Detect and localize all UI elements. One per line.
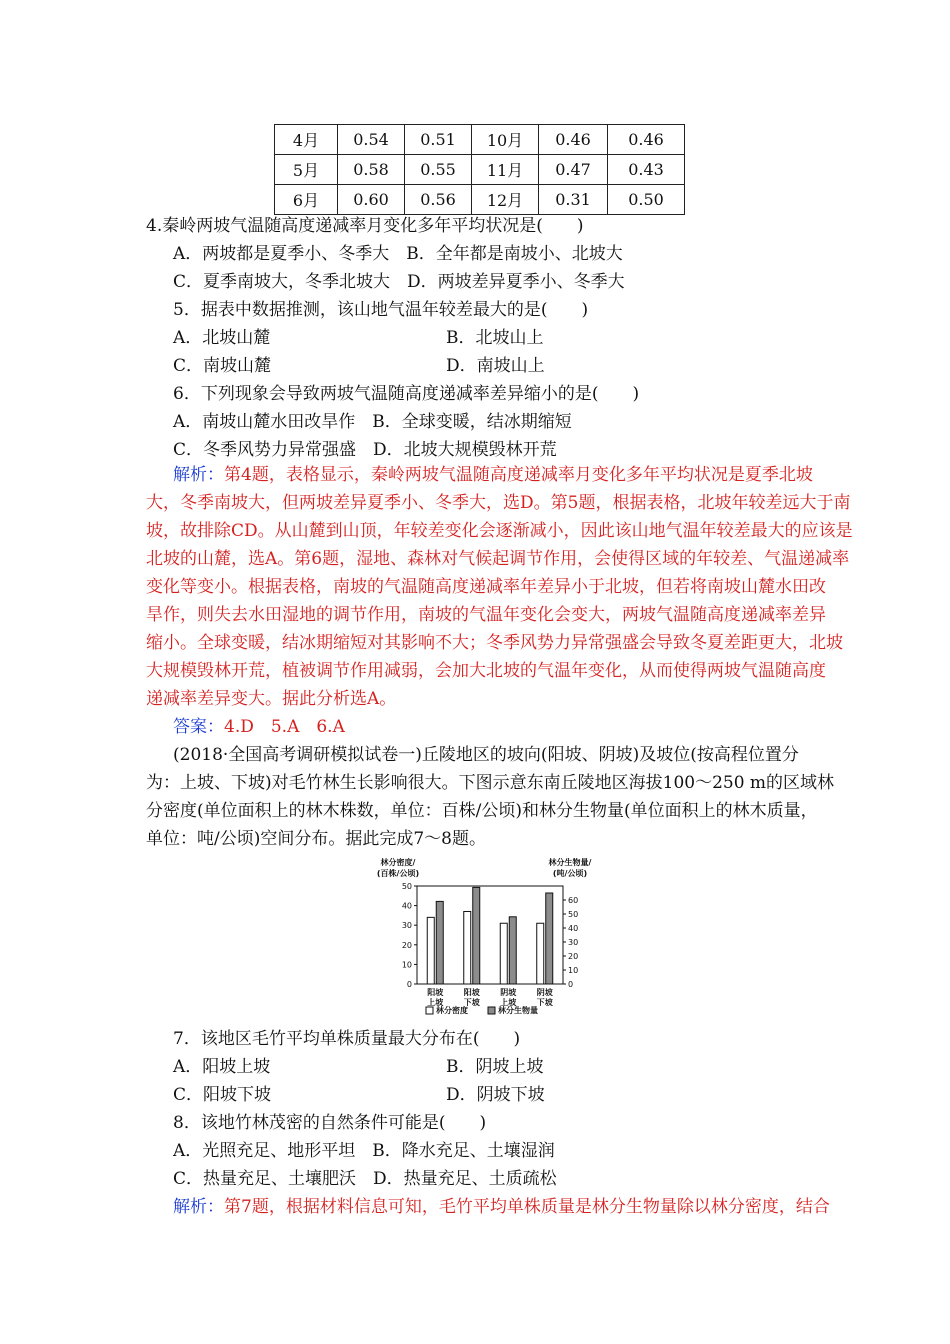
- density-bar: [464, 911, 471, 984]
- biomass-bar: [473, 887, 480, 984]
- category-label-aspect: 阳坡: [427, 988, 444, 997]
- table-cell: 0.58: [338, 155, 405, 185]
- left-axis-title: 林分密度/: [380, 858, 416, 867]
- right-tick-label: 0: [568, 980, 574, 989]
- material-line3: 分密度(单位面积上的林木株数，单位：百株/公顷)和林分生物量(单位面积上的林木质量，: [146, 801, 818, 821]
- left-tick-label: 30: [401, 921, 412, 931]
- biomass-bar: [546, 893, 553, 984]
- table-row: [275, 155, 685, 185]
- table-cell: 6月: [275, 185, 338, 215]
- q6-stem: 6．下列现象会导致两坡气温随高度递减率差异缩小的是( ): [173, 384, 640, 404]
- right-tick-label: 20: [568, 952, 579, 961]
- category-label-aspect: 阴坡: [500, 988, 517, 997]
- q6-options-ab: A．南坡山麓水田改旱作 B．全球变暖，结冰期缩短: [173, 412, 572, 432]
- right-axis-unit: (吨/公顷): [552, 869, 588, 878]
- table-cell: 0.47: [539, 155, 608, 185]
- q7-option-a: A．阳坡上坡: [173, 1057, 271, 1077]
- table-cell: 0.31: [539, 185, 608, 215]
- table-row: [275, 125, 685, 155]
- q4-stem: 4.秦岭两坡气温随高度递减率月变化多年平均状况是( ): [146, 216, 584, 236]
- density-bar: [500, 923, 507, 984]
- legend-label-density: 林分密度: [436, 1006, 468, 1015]
- category-label-position: 下坡: [536, 998, 553, 1007]
- analysis1-line3: 坡，故排除CD。从山麓到山顶，年较差变化会逐渐减小，因此该山地气温年较差最大的应该是: [146, 521, 853, 541]
- category-label-position: 上坡: [500, 998, 517, 1007]
- right-tick-label: 30: [568, 938, 579, 947]
- table-cell: 5月: [275, 155, 338, 185]
- legend-label-biomass: 林分生物量: [498, 1006, 538, 1015]
- table-cell: 4月: [275, 125, 338, 155]
- left-tick-label: 40: [401, 901, 412, 911]
- right-tick-label: 50: [568, 910, 579, 919]
- analysis1-line4: 北坡的山麓，选A。第6题，湿地、森林对气候起调节作用，会使得区域的年较差、气温递减率: [146, 549, 850, 569]
- category-label-aspect: 阴坡: [536, 988, 553, 997]
- table-cell: 0.50: [608, 185, 685, 215]
- q5-option-b: B．北坡山上: [446, 328, 544, 348]
- table-cell: 11月: [472, 155, 539, 185]
- q7-option-b: B．阴坡上坡: [446, 1057, 544, 1077]
- category-label-position: 上坡: [427, 998, 444, 1007]
- legend-swatch-density: [426, 1007, 433, 1014]
- left-axis-unit: (百株/公顷): [376, 869, 420, 878]
- category-label-position: 下坡: [463, 998, 480, 1007]
- q8-options-ab: A．光照充足、地形平坦 B．降水充足、土壤湿润: [173, 1141, 555, 1161]
- analysis2-line1: 解析：第7题，根据材料信息可知，毛竹平均单株质量是林分生物量除以林分密度，结合: [173, 1197, 830, 1217]
- table-cell: 0.46: [608, 125, 685, 155]
- category-label-aspect: 阳坡: [463, 988, 480, 997]
- analysis1-line9: 递减率差异变大。据此分析选A。: [146, 689, 397, 709]
- q7-option-d: D．阴坡下坡: [446, 1085, 545, 1105]
- q5-option-a: A．北坡山麓: [173, 328, 271, 348]
- q4-options-cd: C．夏季南坡大，冬季北坡大 D．两坡差异夏季小、冬季大: [173, 272, 625, 292]
- right-axis-title: 林分生物量/: [548, 858, 592, 867]
- table-cell: 0.60: [338, 185, 405, 215]
- table-cell: 0.46: [539, 125, 608, 155]
- table-row: [275, 185, 685, 215]
- analysis1-line5: 变化等变小。根据表格，南坡的气温随高度递减率年差异小于北坡，但若将南坡山麓水田改: [146, 577, 826, 597]
- left-tick-label: 20: [401, 940, 412, 950]
- table-cell: 0.43: [608, 155, 685, 185]
- answer1: 答案：4.D 5.A 6.A: [173, 717, 345, 737]
- right-tick-label: 60: [568, 896, 579, 905]
- table-cell: 10月: [472, 125, 539, 155]
- q6-options-cd: C．冬季风势力异常强盛 D．北坡大规模毁林开荒: [173, 440, 557, 460]
- bar-chart: [370, 856, 610, 1026]
- left-tick-label: 0: [406, 980, 412, 989]
- q8-stem: 8．该地竹林茂密的自然条件可能是( ): [173, 1113, 487, 1133]
- q4-options-ab: A．两坡都是夏季小、冬季大 B．全年都是南坡小、北坡大: [173, 244, 623, 264]
- data-table: [274, 124, 685, 215]
- right-tick-label: 40: [568, 924, 579, 933]
- density-bar: [537, 923, 544, 984]
- table-cell: 0.55: [405, 155, 472, 185]
- analysis1-line2: 大，冬季南坡大，但两坡差异夏季小、冬季大，选D。第5题，根据表格，北坡年较差远大于南: [146, 493, 851, 513]
- answer1-lead: 答案：: [173, 717, 224, 737]
- q8-options-cd: C．热量充足、土壤肥沃 D．热量充足、土质疏松: [173, 1169, 557, 1189]
- q5-option-c: C．南坡山麓: [173, 356, 272, 376]
- right-tick-label: 10: [568, 966, 579, 975]
- material-line4: 单位：吨/公顷)空间分布。据此完成7～8题。: [146, 829, 486, 849]
- q7-option-c: C．阳坡下坡: [173, 1085, 272, 1105]
- table-cell: 12月: [472, 185, 539, 215]
- q5-option-d: D．南坡山上: [446, 356, 545, 376]
- q7-stem: 7．该地区毛竹平均单株质量最大分布在( ): [173, 1029, 521, 1049]
- material-line2: 为：上坡、下坡)对毛竹林生长影响很大。下图示意东南丘陵地区海拔100～250 m的区域林: [146, 773, 835, 793]
- analysis2-lead: 解析：: [173, 1197, 224, 1217]
- table-cell: 0.56: [405, 185, 472, 215]
- table-cell: 0.51: [405, 125, 472, 155]
- table-cell: 0.54: [338, 125, 405, 155]
- density-bar: [427, 917, 434, 984]
- biomass-bar: [436, 901, 443, 984]
- analysis1-line8: 大规模毁林开荒，植被调节作用减弱，会加大北坡的气温年变化，从而使得两坡气温随高度: [146, 661, 826, 681]
- analysis1-line1: 解析：第4题，表格显示，秦岭两坡气温随高度递减率月变化多年平均状况是夏季北坡: [173, 465, 813, 485]
- analysis1-line6: 旱作，则失去水田湿地的调节作用，南坡的气温年变化会变大，两坡气温随高度递减率差异: [146, 605, 826, 625]
- analysis1-lead: 解析：: [173, 465, 224, 485]
- analysis1-line7: 缩小。全球变暖，结冰期缩短对其影响不大；冬季风势力异常强盛会导致冬夏差距更大，北坡: [146, 633, 843, 653]
- left-tick-label: 10: [401, 960, 412, 970]
- material-line1: (2018·全国高考调研模拟试卷一)丘陵地区的坡向(阳坡、阴坡)及坡位(按高程位置分: [173, 745, 799, 765]
- left-tick-label: 50: [401, 882, 412, 891]
- legend-swatch-biomass: [488, 1007, 495, 1014]
- q5-stem: 5．据表中数据推测，该山地气温年较差最大的是( ): [173, 300, 589, 320]
- biomass-bar: [509, 917, 516, 984]
